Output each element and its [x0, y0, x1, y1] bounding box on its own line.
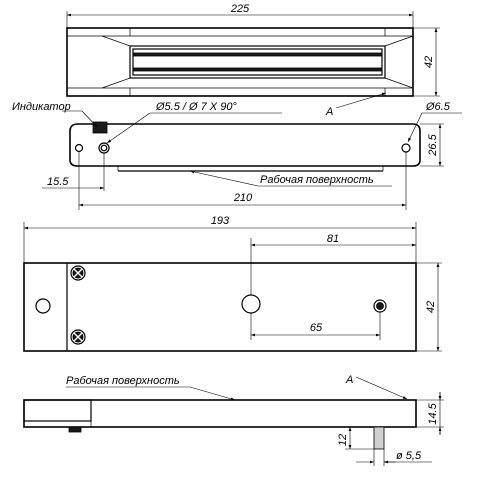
side-hole-spec: Ø5.5 / Ø 7 X 90°	[156, 101, 237, 113]
magnet-side-view	[12, 101, 462, 210]
magnet-side-outline	[70, 124, 420, 166]
dim-top-height: 42	[423, 55, 435, 69]
guide-pin	[374, 427, 384, 449]
dim-side-offset: 15.5	[47, 176, 69, 188]
side-hole-right	[402, 144, 410, 152]
armature-profile-view	[24, 374, 444, 466]
dim-side-spacing: 210	[233, 192, 253, 204]
dim-pin-length: 12	[337, 433, 349, 447]
magnet-top-outline	[67, 28, 413, 96]
magnet-core-plate	[130, 46, 385, 78]
dim-armature-pin-distance: 65	[309, 322, 323, 334]
screw-icon	[71, 330, 85, 344]
indicator-label: Индикатор	[12, 101, 71, 113]
working-surface-label-profile: Рабочая поверхность	[66, 375, 180, 387]
dim-side-height: 26.5	[427, 134, 439, 156]
armature-profile-outline	[24, 400, 416, 427]
dim-armature-length: 193	[210, 215, 230, 227]
armature-mount-hole	[36, 299, 50, 313]
working-surface-label-side: Рабочая поверхность	[260, 174, 374, 186]
side-hole-left-outer	[76, 145, 83, 152]
dim-pin-diameter: ø 5,5	[396, 450, 422, 462]
screw-icon	[71, 266, 85, 280]
dim-profile-height: 14.5	[427, 403, 439, 425]
screw-head-bottom	[69, 427, 81, 432]
marker-a-top: A	[326, 106, 334, 118]
armature-center-hole	[242, 295, 260, 313]
magnet-top-view	[67, 3, 440, 118]
dim-armature-hole-distance: 81	[326, 233, 340, 245]
dim-top-length: 225	[230, 3, 250, 15]
dim-armature-height: 42	[425, 300, 437, 314]
leader-hole-spec	[107, 113, 150, 143]
side-right-hole-diameter: Ø6.5	[426, 101, 450, 113]
marker-a-profile: A	[346, 374, 354, 386]
armature-top-view	[24, 215, 442, 351]
indicator-led	[93, 122, 107, 133]
side-hole-countersunk	[99, 143, 109, 153]
